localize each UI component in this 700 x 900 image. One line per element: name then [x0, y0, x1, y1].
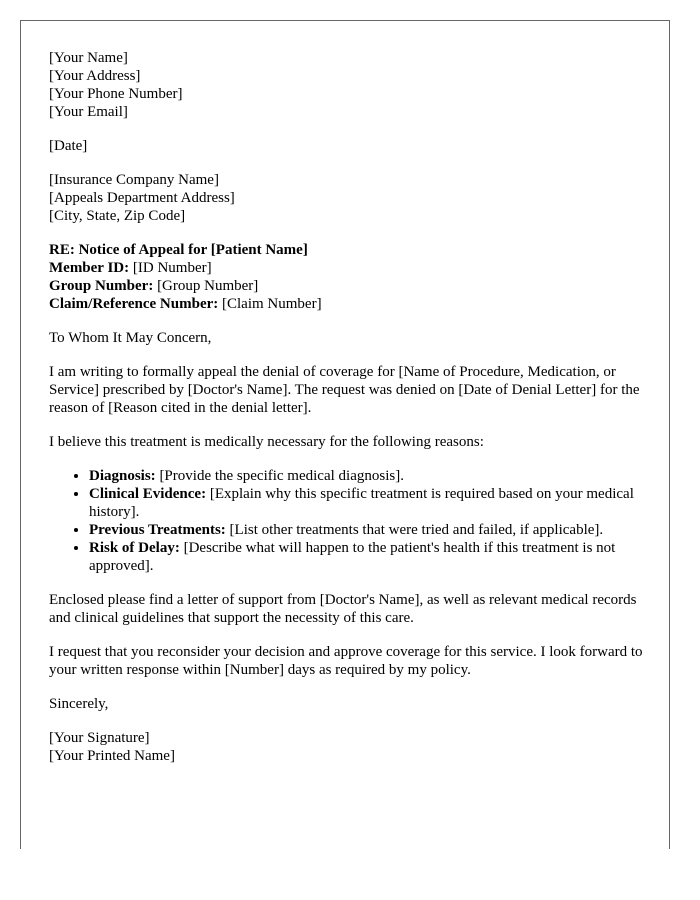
letter-page: [20, 20, 670, 849]
signature-block: [49, 729, 649, 765]
claim-number-label: Claim/Reference Number:: [49, 296, 219, 312]
re-line: RE: Notice of Appeal for [Patient Name]: [49, 242, 308, 258]
list-item: [89, 467, 649, 485]
sender-address: [Your Address]: [49, 68, 141, 84]
reason-text: [Describe what will happen to the patient's health if this treatment is not approved].: [89, 540, 616, 574]
sender-email: [Your Email]: [49, 104, 128, 120]
recipient-address: [Appeals Department Address]: [49, 190, 235, 206]
reasons-list: [49, 467, 649, 575]
recipient-city-state-zip: [City, State, Zip Code]: [49, 208, 186, 224]
closing: Sincerely,: [49, 696, 109, 712]
sender-name: [Your Name]: [49, 50, 128, 66]
letter-date: [Date]: [49, 138, 88, 154]
claim-number-line: [49, 295, 649, 313]
reason-text: [Explain why this specific treatment is required based on your medical history].: [89, 486, 634, 520]
reference-block: [49, 241, 649, 313]
paragraph-appeal: I am writing to formally appeal the denial of coverage for [Name of Procedure, Medication, or Service] prescribed by [Doctor's Name]. The request was denied on [Date of Denial Letter] for the reason of [Reason cited in the denial letter].: [49, 364, 640, 416]
printed-name: [Your Printed Name]: [49, 748, 175, 764]
reason-label: Previous Treatments:: [89, 522, 226, 538]
claim-number-value: [Claim Number]: [218, 296, 322, 312]
group-number-label: Group Number:: [49, 278, 154, 294]
reason-text: [Provide the specific medical diagnosis].: [155, 468, 404, 484]
member-id-label: Member ID:: [49, 260, 130, 276]
recipient-company: [Insurance Company Name]: [49, 172, 219, 188]
member-id-line: [49, 259, 649, 277]
list-item: [89, 521, 649, 539]
sender-block: [49, 49, 649, 121]
reason-label: Diagnosis:: [89, 468, 156, 484]
reason-label: Risk of Delay:: [89, 540, 180, 556]
group-number-line: [49, 277, 649, 295]
reason-label: Clinical Evidence:: [89, 486, 207, 502]
list-item: [89, 485, 649, 521]
salutation: To Whom It May Concern,: [49, 330, 212, 346]
paragraph-enclosures: Enclosed please find a letter of support from [Doctor's Name], as well as relevant medical records and clinical guidelines that support the necessity of this care.: [49, 592, 637, 626]
recipient-block: [49, 171, 649, 225]
list-item: [89, 539, 649, 575]
reason-text: [List other treatments that were tried and failed, if applicable].: [225, 522, 604, 538]
sender-phone: [Your Phone Number]: [49, 86, 183, 102]
signature: [Your Signature]: [49, 730, 150, 746]
group-number-value: [Group Number]: [153, 278, 259, 294]
paragraph-request: I request that you reconsider your decision and approve coverage for this service. I look forward to your written response within [Number] days as required by my policy.: [49, 644, 643, 678]
member-id-value: [ID Number]: [129, 260, 212, 276]
paragraph-reasons-intro: I believe this treatment is medically necessary for the following reasons:: [49, 434, 484, 450]
date-block: [49, 137, 649, 155]
